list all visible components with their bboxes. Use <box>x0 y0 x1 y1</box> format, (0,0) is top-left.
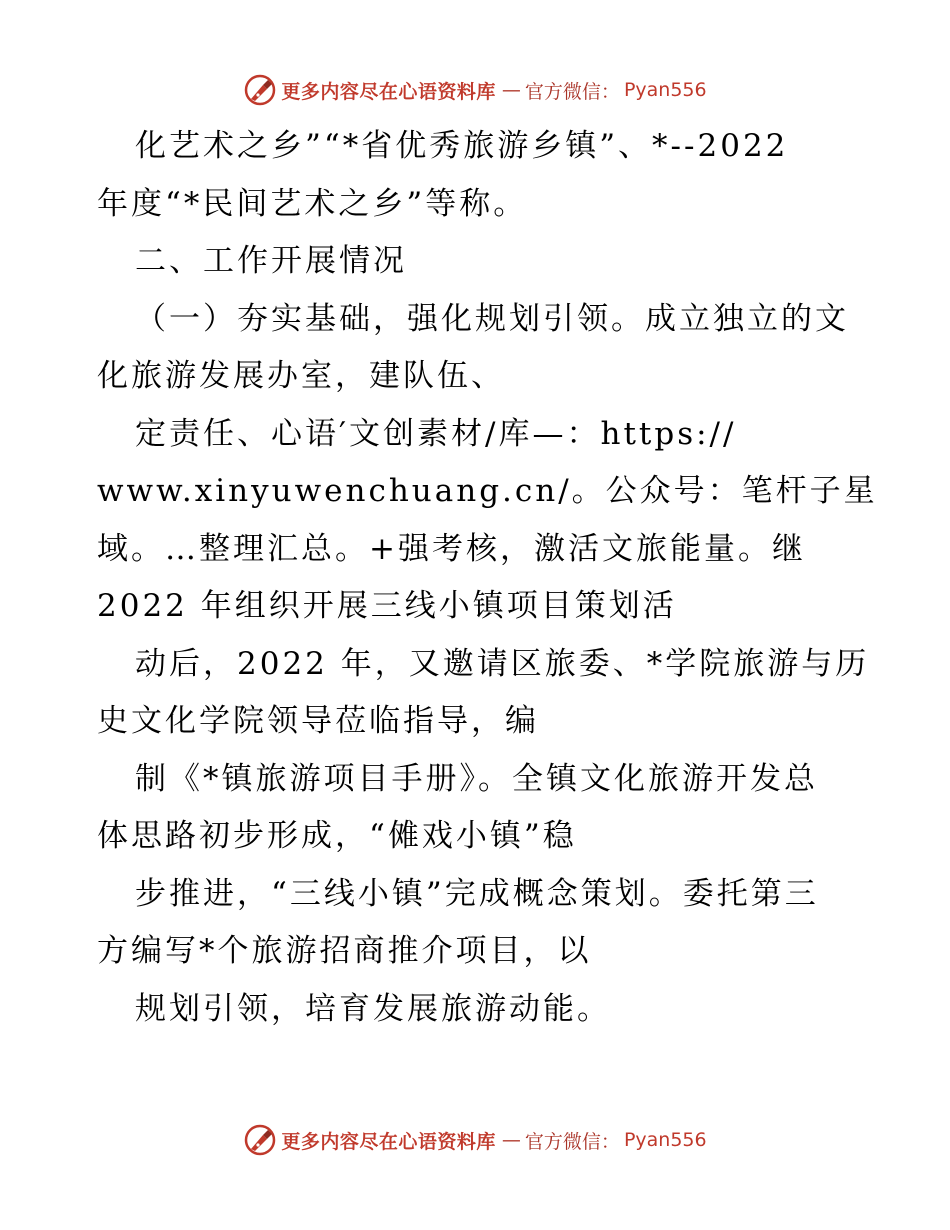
text-line: 体思路初步形成，“傩戏小镇”稳 <box>97 818 577 854</box>
text-line: 定责任、心语′文创素材/库—：https:// <box>135 415 737 452</box>
text-line: 规划引领，培育发展旅游动能。 <box>135 990 611 1027</box>
banner-wechat-id: Pyan556 <box>623 79 707 101</box>
header-banner <box>0 70 950 110</box>
text-line: 动后，2022 年，又邀请区旅委、*学院旅游与历 <box>135 645 870 682</box>
text-line: （一）夯实基础，强化规划引领。成立独立的文 <box>135 300 849 337</box>
text-line: 制《*镇旅游项目手册》。全镇文化旅游开发总 <box>135 760 818 797</box>
banner-dash: — <box>501 1129 521 1151</box>
banner-slogan: 更多内容尽在心语资料库 <box>281 80 496 103</box>
text-line: 年度“*民间艺术之乡”等称。 <box>97 185 528 222</box>
document-body <box>97 118 878 1038</box>
section-heading: 二、工作开展情况 <box>135 243 407 279</box>
text-line: 域。…整理汇总。+强考核，激活文旅能量。继 <box>97 530 806 567</box>
banner-wechat-label: 官方微信： <box>524 1130 620 1153</box>
text-line: 步推进，“三线小镇”完成概念策划。委托第三 <box>135 875 819 912</box>
text-line: 化艺术之乡”“*省优秀旅游乡镇”、*--2022 <box>135 128 789 164</box>
text-line: www.xinyuwenchuang.cn/。公众号：笔杆子星 <box>97 473 878 509</box>
banner-wechat-label: 官方微信： <box>524 80 620 103</box>
pen-nib-logo-icon <box>243 73 277 107</box>
text-line: 化旅游发展办室，建队伍、 <box>97 358 505 394</box>
banner-slogan: 更多内容尽在心语资料库 <box>281 1130 496 1153</box>
pen-nib-logo-icon <box>243 1123 277 1157</box>
banner-dash: — <box>501 79 521 101</box>
banner-wechat-id: Pyan556 <box>623 1129 707 1151</box>
text-line: 史文化学院领导莅临指导，编 <box>97 703 539 739</box>
text-line: 2022 年组织开展三线小镇项目策划活 <box>97 588 677 624</box>
footer-banner <box>0 1120 950 1160</box>
text-line: 方编写*个旅游招商推介项目，以 <box>97 933 592 969</box>
